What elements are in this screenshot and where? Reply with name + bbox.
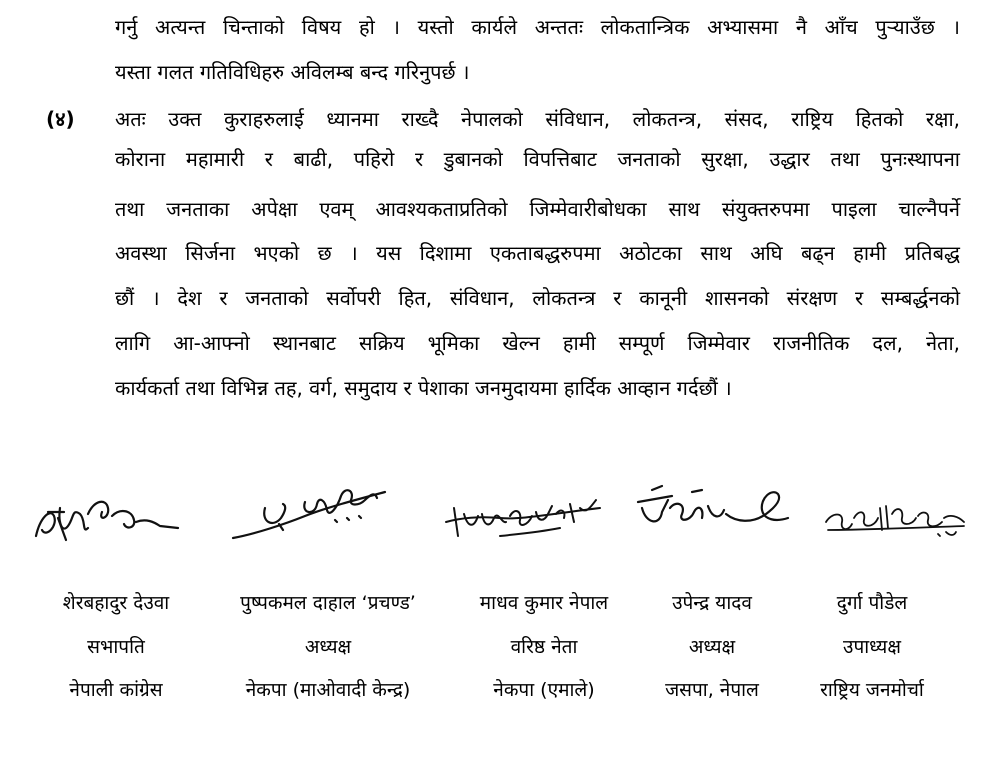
para4-line-5: छौं । देश र जनताको सर्वोपरी हित, संविधान, लोकतन्त्र र कानूनी शासनको संरक्षण र सम्बर्द्धनको	[115, 286, 960, 310]
signatory-5-title: उपाध्यक्ष	[843, 636, 901, 658]
para4-line-6: लागि आ-आफ्नो स्थानबाट सक्रिय भूमिका खेल्न हामी सम्पूर्ण जिम्मेवार राजनीतिक दल, नेता,	[115, 331, 960, 355]
signatory-2-title: अध्यक्ष	[304, 636, 352, 658]
signatory-2-name: पुष्पकमल दाहाल ‘प्रचण्ड’	[240, 592, 416, 614]
signatory-3-title: वरिष्ठ नेता	[510, 636, 578, 658]
signature-3	[440, 478, 610, 558]
signatory-1-title: सभापति	[87, 636, 145, 658]
signatory-1-name: शेरबहादुर देउवा	[62, 592, 170, 614]
body-line-1: गर्नु अत्यन्त चिन्ताको विषय हो । यस्तो कार्यले अन्ततः लोकतान्त्रिक अभ्यासमा नै आँच पुर्‍याउँछ ।	[115, 15, 960, 39]
signatory-2-party: नेकपा (माओवादी केन्द्र)	[245, 679, 411, 701]
body-line-2: यस्ता गलत गतिविधिहरु अविलम्ब बन्द गरिनुपर्छ ।	[115, 60, 470, 84]
signatory-4-party: जसपा, नेपाल	[665, 679, 759, 701]
signatory-5-party: राष्ट्रिय जनमोर्चा	[820, 679, 924, 701]
para4-line-7: कार्यकर्ता तथा विभिन्न तह, वर्ग, समुदाय र पेशाका जनमुदायमा हार्दिक आव्हान गर्दछौं ।	[115, 376, 732, 400]
signature-5	[818, 478, 988, 558]
para4-line-4: अवस्था सिर्जना भएको छ । यस दिशामा एकताबद्धरुपमा अठोटका साथ अघि बढ्न हामी प्रतिबद्ध	[115, 241, 960, 265]
signatory-1-party: नेपाली कांग्रेस	[69, 679, 163, 701]
signatory-3-name: माधव कुमार नेपाल	[479, 592, 609, 614]
para4-line-1: अतः उक्त कुराहरुलाई ध्यानमा राख्दै नेपालको संविधान, लोकतन्त्र, संसद, राष्ट्रिय हितको रक्षा,	[115, 107, 960, 131]
signatory-3-party: नेकपा (एमाले)	[493, 679, 595, 701]
para4-line-3: तथा जनताका अपेक्षा एवम् आवश्यकताप्रतिको जिम्मेवारीबोधका साथ संयुक्तरुपमा पाइला चाल्नैपर्ने	[115, 197, 960, 221]
paragraph-number: (४)	[46, 107, 75, 131]
signatory-5-name: दुर्गा पौडेल	[836, 592, 908, 614]
signature-4	[632, 478, 802, 558]
signature-1	[28, 478, 198, 558]
signature-2	[225, 478, 395, 558]
signatory-4-name: उपेन्द्र यादव	[672, 592, 752, 614]
para4-line-2: कोराना महामारी र बाढी, पहिरो र डुबानको विपत्तिबाट जनताको सुरक्षा, उद्धार तथा पुनःस्थापना	[115, 147, 960, 171]
signatory-4-title: अध्यक्ष	[688, 636, 736, 658]
